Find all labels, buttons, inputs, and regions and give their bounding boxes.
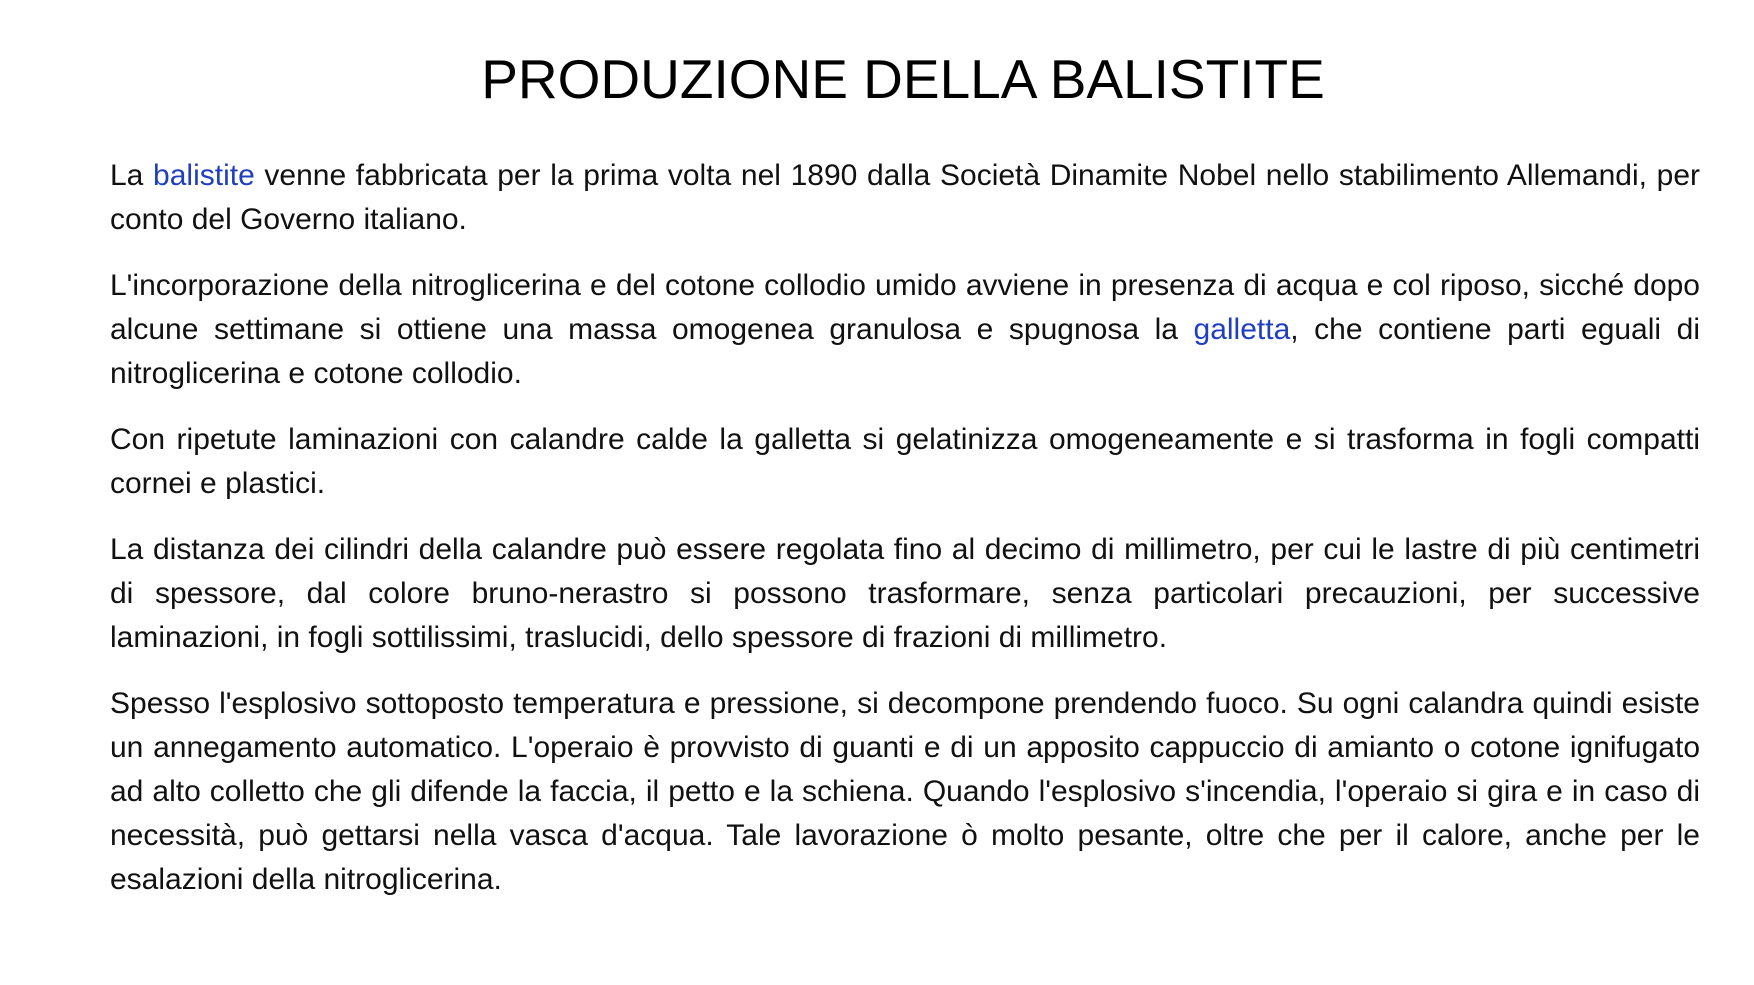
paragraph-1 bbox=[110, 154, 1700, 242]
paragraph-2-text-before: L'incorporazione della nitroglicerina e del cotone collodio umido avviene in presenza di acqua e col riposo, sicché dopo alcune settimane si ottiene una massa omogenea granulosa e spugnosa la bbox=[110, 269, 1700, 346]
paragraph-2-text-after: , che contiene parti eguali di nitroglicerina e cotone collodio. bbox=[110, 313, 1700, 390]
paragraph-1-text-after: venne fabbricata per la prima volta nel 1890 dalla Società Dinamite Nobel nello stabilimento Allemandi, per conto del Governo italiano. bbox=[110, 159, 1700, 236]
paragraph-3: Con ripetute laminazioni con calandre calde la galletta si gelatinizza omogeneamente e si trasforma in fogli compatti cornei e plastici. bbox=[110, 423, 1700, 500]
slide-body bbox=[110, 154, 1700, 924]
paragraph-4: La distanza dei cilindri della calandre può essere regolata fino al decimo di millimetro, per cui le lastre di più centimetri di spessore, dal colore bruno-nerastro si possono trasformare, senza particolari precauzioni, per successive laminazioni, in fogli sottilissimi, traslucidi, dello spessore di frazioni di millimetro. bbox=[110, 533, 1700, 654]
paragraph-1-text-before: La bbox=[110, 159, 154, 192]
balistite-link[interactable]: balistite bbox=[153, 159, 255, 192]
paragraph-5: Spesso l'esplosivo sottoposto temperatura e pressione, si decompone prendendo fuoco. Su ogni calandra quindi esiste un annegamento automatico. L'operaio è provvisto di guanti e di un apposito cappuccio di amianto o cotone ignifugato ad alto colletto che gli difende la faccia, il petto e la schiena. Quando l'esplosivo s'incendia, l'operaio si gira e in caso di necessità, può gettarsi nella vasca d'acqua. Tale lavorazione ò molto pesante, oltre che per il calore, anche per le esalazioni della nitroglicerina. bbox=[110, 687, 1700, 896]
page-title: PRODUZIONE DELLA BALISTITE bbox=[481, 48, 1325, 110]
galletta-link[interactable]: galletta bbox=[1193, 313, 1291, 346]
paragraph-2 bbox=[110, 264, 1700, 396]
